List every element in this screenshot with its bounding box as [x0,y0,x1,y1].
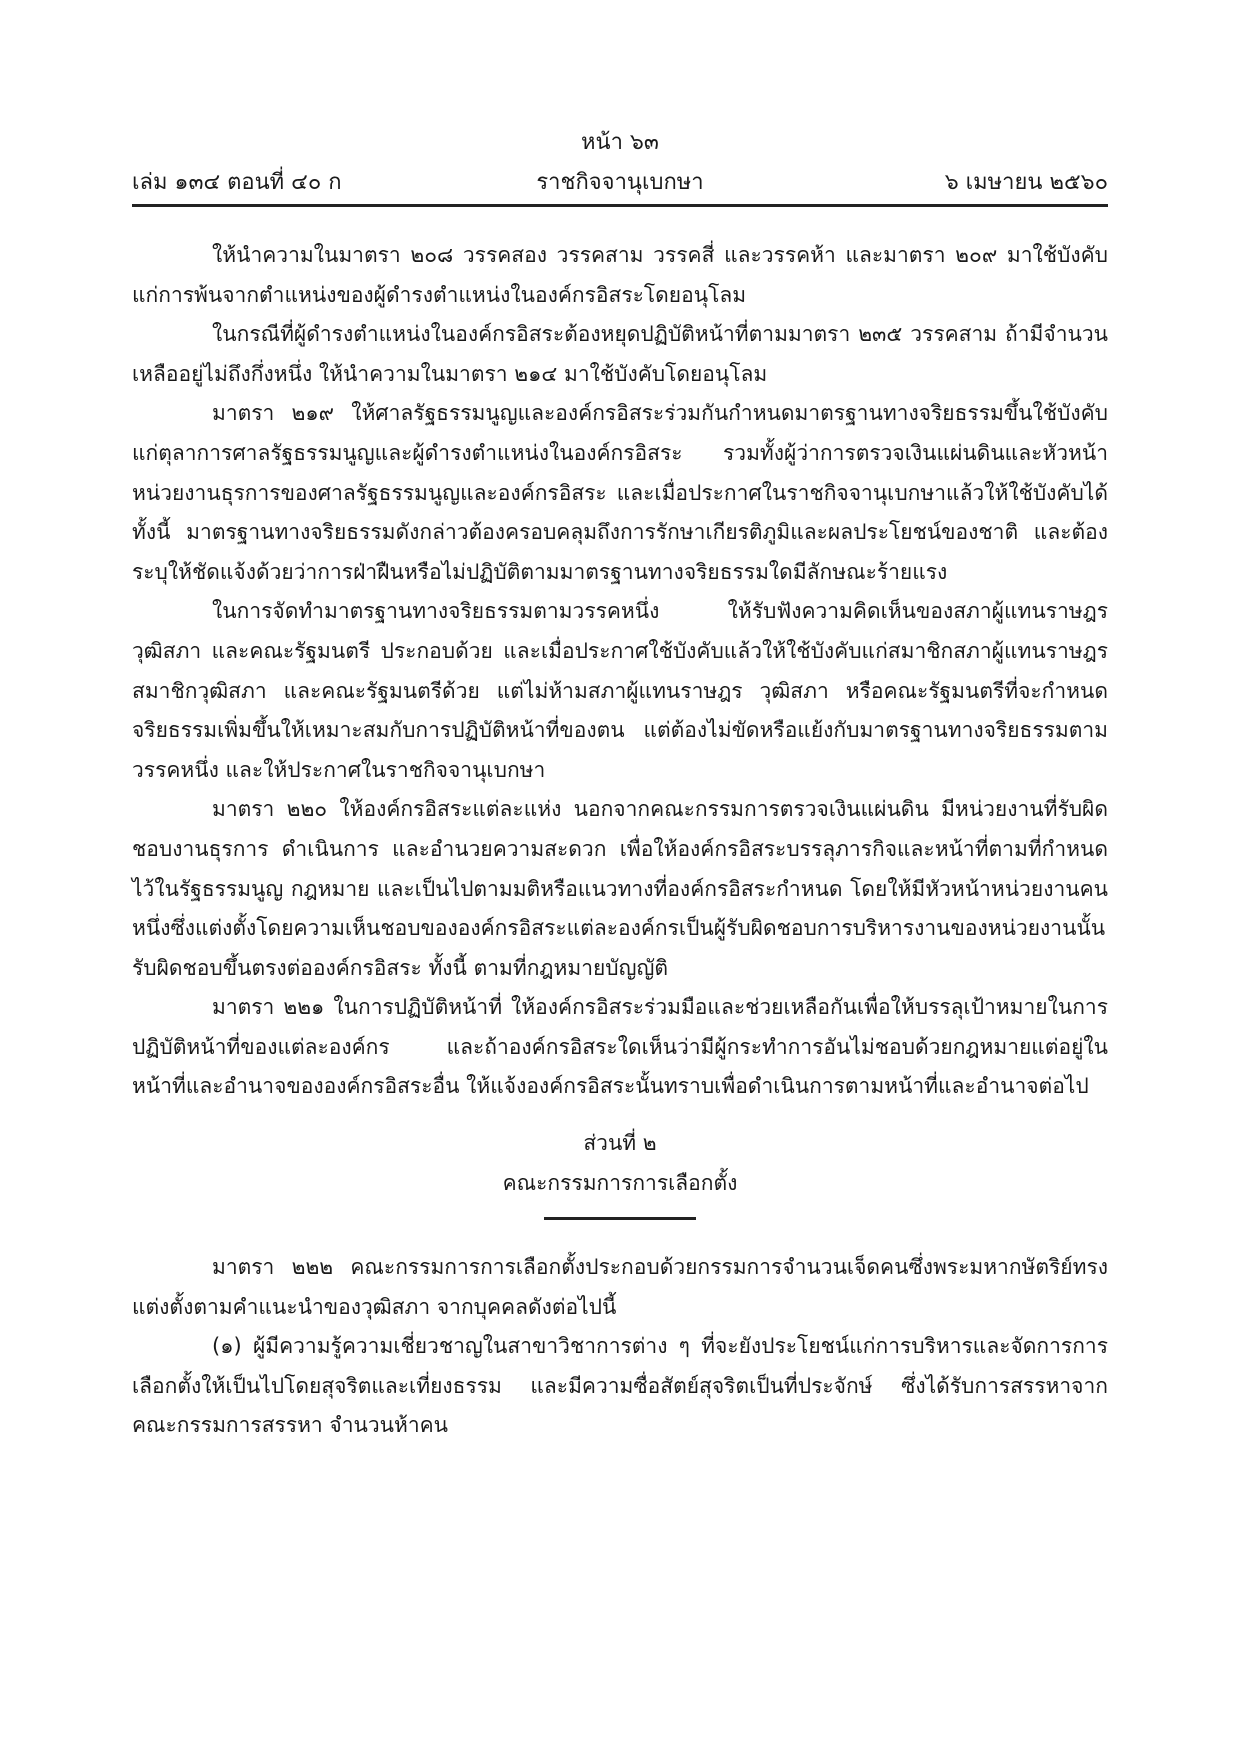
gazette-header [132,166,1108,200]
part-title: คณะกรรมการการเลือกตั้ง [502,1171,738,1196]
header-divider [132,204,1108,207]
part-divider [544,1217,696,1220]
paragraph: ในการจัดทำมาตรฐานทางจริยธรรมตามวรรคหนึ่ง ให้รับฟังความคิดเห็นของสภาผู้แทนราษฎร วุฒิสภา และคณะรัฐมนตรี ประกอบด้วย และเมื่อประกาศใช้บังคับแล้วให้ใช้บังคับแก่สมาชิกสภาผู้แทนราษฎร สมาชิกวุฒิสภา และคณะรัฐมนตรีด้วย แต่ไม่ห้ามสภาผู้แทนราษฎร วุฒิสภา หรือคณะรัฐมนตรีที่จะกำหนดจริยธรรมเพิ่มขึ้นให้เหมาะสมกับการปฏิบัติหน้าที่ของตน แต่ต้องไม่ขัดหรือแย้งกับมาตรฐานทางจริยธรรมตามวรรคหนึ่ง และให้ประกาศในราชกิจจานุเบกษา [132,599,1108,782]
paragraph: ให้นำความในมาตรา ๒๐๘ วรรคสอง วรรคสาม วรรคสี่ และวรรคห้า และมาตรา ๒๐๙ มาใช้บังคับแก่การพ้นจากตำแหน่งของผู้ดำรงตำแหน่งในองค์กรอิสระโดยอนุโลม [132,243,1108,307]
page-number: หน้า ๖๓ [581,130,659,155]
publication-date: ๖ เมษายน ๒๕๖๐ [944,170,1108,195]
section-219-paragraph: มาตรา ๒๑๙ ให้ศาลรัฐธรรมนูญและองค์กรอิสระร่วมกันกำหนดมาตรฐานทางจริยธรรมขึ้นใช้บังคับแก่ตุลาการศาลรัฐธรรมนูญและผู้ดำรงตำแหน่งในองค์กรอิสระ รวมทั้งผู้ว่าการตรวจเงินแผ่นดินและหัวหน้าหน่วยงานธุรการของศาลรัฐธรรมนูญและองค์กรอิสระ และเมื่อประกาศในราชกิจจานุเบกษาแล้วให้ใช้บังคับได้ ทั้งนี้ มาตรฐานทางจริยธรรมดังกล่าวต้องครอบคลุมถึงการรักษาเกียรติภูมิและผลประโยชน์ของชาติ และต้องระบุให้ชัดแจ้งด้วยว่าการฝ่าฝืนหรือไม่ปฏิบัติตามมาตรฐานทางจริยธรรมใดมีลักษณะร้ายแรง [132,401,1108,584]
document-body [132,236,1108,1446]
paragraph: ในกรณีที่ผู้ดำรงตำแหน่งในองค์กรอิสระต้องหยุดปฏิบัติหน้าที่ตามมาตรา ๒๓๕ วรรคสาม ถ้ามีจำนวนเหลืออยู่ไม่ถึงกึ่งหนึ่ง ให้นำความในมาตรา ๒๑๔ มาใช้บังคับโดยอนุโลม [132,322,1108,386]
volume-issue: เล่ม ๑๓๔ ตอนที่ ๔๐ ก [132,170,342,195]
part-number: ส่วนที่ ๒ [583,1131,657,1156]
section-220-paragraph: มาตรา ๒๒๐ ให้องค์กรอิสระแต่ละแห่ง นอกจากคณะกรรมการตรวจเงินแผ่นดิน มีหน่วยงานที่รับผิดชอบงานธุรการ ดำเนินการ และอำนวยความสะดวก เพื่อให้องค์กรอิสระบรรลุภารกิจและหน้าที่ตามที่กำหนดไว้ในรัฐธรรมนูญ กฎหมาย และเป็นไปตามมติหรือแนวทางที่องค์กรอิสระกำหนด โดยให้มีหัวหน้าหน่วยงานคนหนึ่งซึ่งแต่งตั้งโดยความเห็นชอบขององค์กรอิสระแต่ละองค์กรเป็นผู้รับผิดชอบการบริหารงานของหน่วยงานนั้น รับผิดชอบขึ้นตรงต่อองค์กรอิสระ ทั้งนี้ ตามที่กฎหมายบัญญัติ [132,797,1108,980]
list-item-paragraph: (๑) ผู้มีความรู้ความเชี่ยวชาญในสาขาวิชาการต่าง ๆ ที่จะยังประโยชน์แก่การบริหารและจัดการการเลือกตั้งให้เป็นไปโดยสุจริตและเที่ยงธรรม และมีความซื่อสัตย์สุจริตเป็นที่ประจักษ์ ซึ่งได้รับการสรรหาจากคณะกรรมการสรรหา จำนวนห้าคน [132,1334,1108,1438]
publication-title: ราชกิจจานุเบกษา [536,170,704,195]
section-222-paragraph: มาตรา ๒๒๒ คณะกรรมการการเลือกตั้งประกอบด้วยกรรมการจำนวนเจ็ดคนซึ่งพระมหากษัตริย์ทรงแต่งตั้งตามคำแนะนำของวุฒิสภา จากบุคคลดังต่อไปนี้ [132,1255,1108,1319]
section-221-paragraph: มาตรา ๒๒๑ ในการปฏิบัติหน้าที่ ให้องค์กรอิสระร่วมมือและช่วยเหลือกันเพื่อให้บรรลุเป้าหมายในการปฏิบัติหน้าที่ของแต่ละองค์กร และถ้าองค์กรอิสระใดเห็นว่ามีผู้กระทำการอันไม่ชอบด้วยกฎหมายแต่อยู่ในหน้าที่และอำนาจขององค์กรอิสระอื่น ให้แจ้งองค์กรอิสระนั้นทราบเพื่อดำเนินการตามหน้าที่และอำนาจต่อไป [132,995,1108,1099]
part-heading [132,1123,1108,1220]
